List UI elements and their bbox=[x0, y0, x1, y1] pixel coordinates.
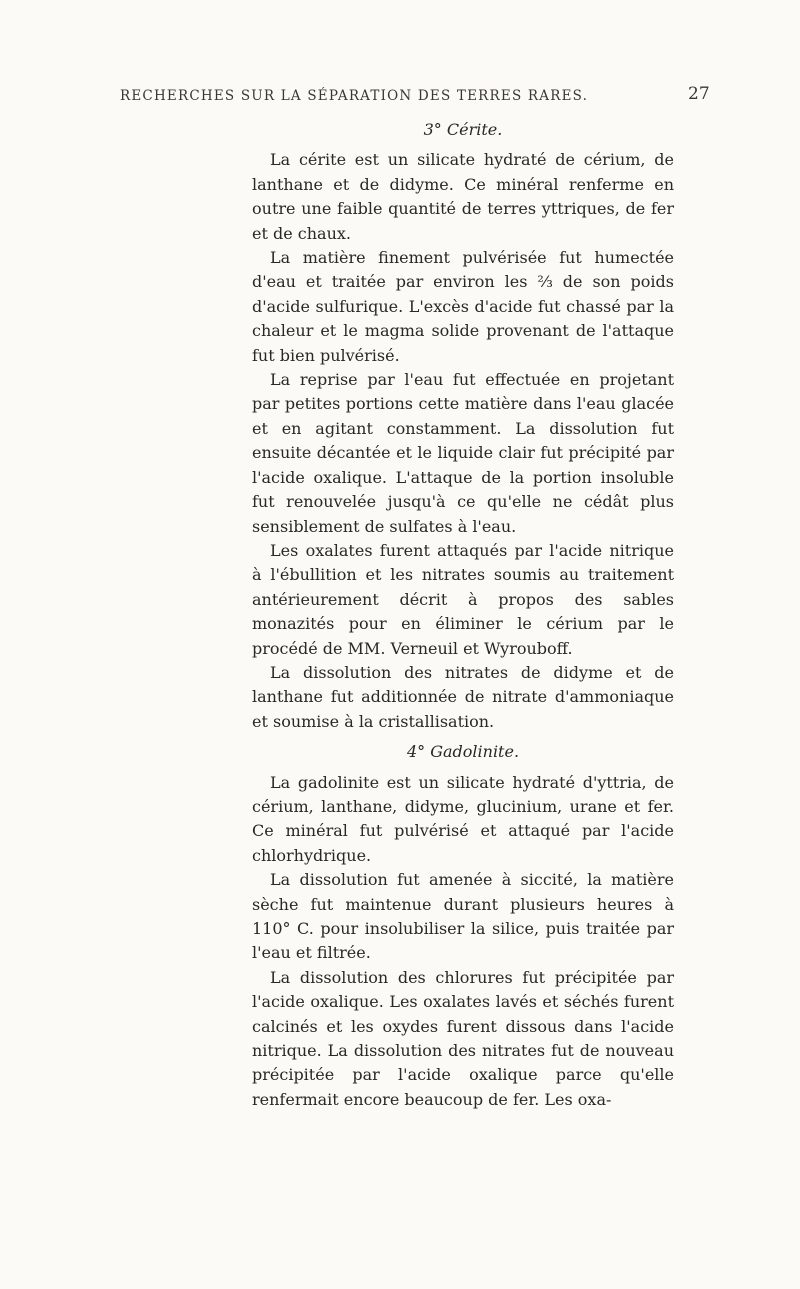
page-number: 27 bbox=[688, 84, 710, 104]
paragraph: La matière finement pulvérisée fut humectée d'eau et traitée par environ les ⅔ de son poids d'acide sulfurique. L'excès d'acide fut chassé par la chaleur et le magma solide provenant de l'attaque fut bien pulvérisé. bbox=[252, 248, 674, 365]
paragraph: La dissolution des chlorures fut précipitée par l'acide oxalique. Les oxalates lavés et séchés furent calcinés et les oxydes furent dissous dans l'acide nitrique. La dissolution des nitrates fut de nouveau précipitée par l'acide oxalique parce qu'elle renfermait encore beaucoup de fer. Les oxa- bbox=[252, 967, 674, 1109]
paragraph: La cérite est un silicate hydraté de cérium, de lanthane et de didyme. Ce minéral renferme en outre une faible quantité de terres yttriques, de fer et de chaux. bbox=[252, 150, 674, 243]
body-text bbox=[252, 118, 674, 1112]
paragraph: La dissolution fut amenée à siccité, la matière sèche fut maintenue durant plusieurs heures à 110° C. pour insolubiliser la silice, puis traitée par l'eau et filtrée. bbox=[252, 870, 674, 963]
paragraph: La reprise par l'eau fut effectuée en projetant par petites portions cette matière dans l'eau glacée et en agitant constamment. La dissolution fut ensuite décantée et le liquide clair fut précipité par l'acide oxalique. L'attaque de la portion insoluble fut renouvelée jusqu'à ce qu'elle ne cédât plus sensiblement de sulfates à l'eau. bbox=[252, 370, 674, 536]
section-heading: 4° Gadolinite. bbox=[406, 742, 520, 762]
paragraph: La gadolinite est un silicate hydraté d'yttria, de cérium, lanthane, didyme, glucinium, urane et fer. Ce minéral fut pulvérisé et attaqué par l'acide chlorhydrique. bbox=[252, 772, 674, 865]
paragraph: La dissolution des nitrates de didyme et de lanthane fut additionnée de nitrate d'ammoniaque et soumise à la cristallisation. bbox=[252, 662, 674, 731]
paragraph: Les oxalates furent attaqués par l'acide nitrique à l'ébullition et les nitrates soumis au traitement antérieurement décrit à propos des sables monazités pour en éliminer le cérium par le procédé de MM. Verneuil et Wyrouboff. bbox=[252, 540, 674, 658]
running-head: RECHERCHES SUR LA SÉPARATION DES TERRES RARES. bbox=[120, 88, 589, 104]
section-heading: 3° Cérite. bbox=[423, 120, 503, 139]
section-cerite bbox=[252, 118, 674, 734]
section-gadolinite bbox=[252, 740, 674, 1112]
